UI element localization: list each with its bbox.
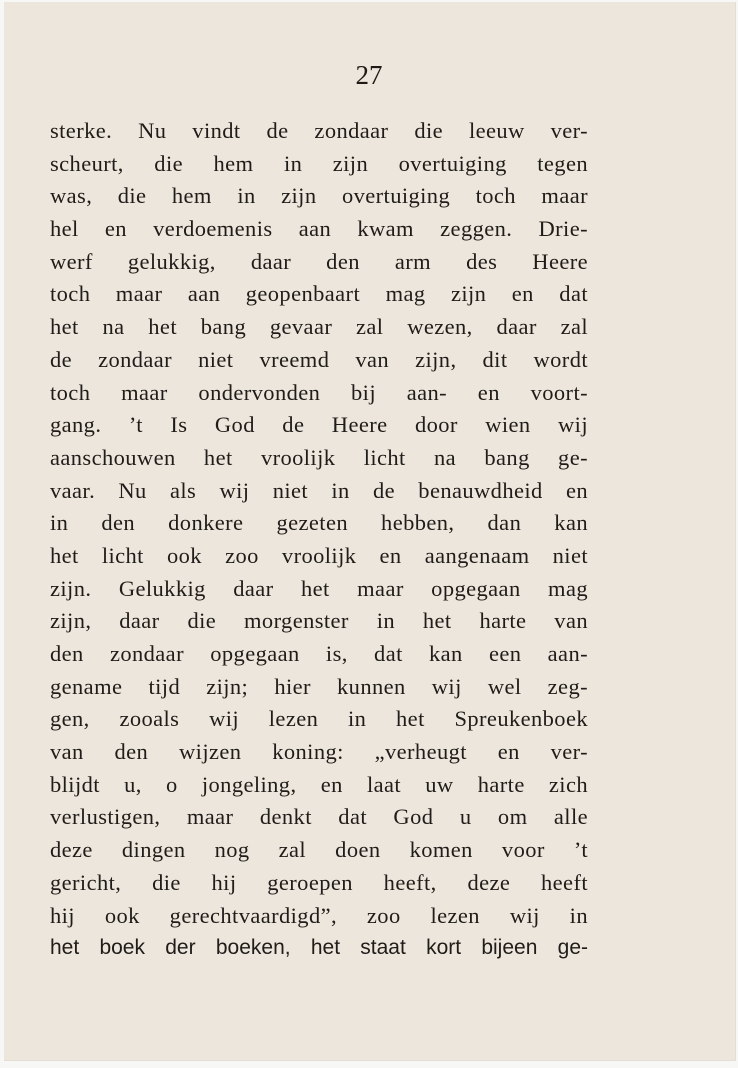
text-line: verlustigen, maar denkt dat God u om alle: [50, 804, 588, 830]
text-line: het licht ook zoo vroolijk en aangenaam niet: [50, 542, 588, 568]
text-line: gename tijd zijn; hier kunnen wij wel zeg-: [50, 673, 588, 699]
text-line: den zondaar opgegaan is, dat kan een aan-: [50, 641, 588, 666]
text-line: de zondaar niet vreemd van zijn, dit wordt: [50, 346, 588, 372]
text-line: was, die hem in zijn overtuiging toch maar: [50, 183, 588, 209]
text-line: sterke. Nu vindt de zondaar die leeuw ver-: [50, 118, 588, 143]
text-line: aanschouwen het vroolijk licht na bang ge-: [50, 444, 588, 470]
text-line: het na het bang gevaar zal wezen, daar zal: [50, 314, 588, 340]
text-line: gang. ’t Is God de Heere door wien wij: [50, 412, 588, 438]
text-line: hij ook gerechtvaardigd”, zoo lezen wij in: [50, 902, 588, 928]
text-line: blijdt u, o jongeling, en laat uw harte zich: [50, 771, 588, 797]
text-line: gericht, die hij geroepen heeft, deze heeft: [50, 869, 588, 895]
text-line: het boek der boeken, het staat kort bijeen ge-: [50, 936, 588, 960]
text-line: werf gelukkig, daar den arm des Heere: [50, 248, 588, 274]
page-number: 27: [355, 60, 383, 90]
text-line: gen, zooals wij lezen in het Spreukenboek: [50, 706, 588, 732]
text-line: scheurt, die hem in zijn overtuiging tegen: [50, 150, 588, 176]
text-line: hel en verdoemenis aan kwam zeggen. Drie-: [50, 216, 588, 242]
body-text: [50, 115, 588, 965]
text-line: vaar. Nu als wij niet in de benauwdheid en: [50, 477, 588, 503]
text-line: van den wijzen koning: „verheugt en ver-: [50, 739, 588, 765]
text-line: toch maar ondervonden bij aan- en voort-: [50, 379, 588, 405]
text-line: toch maar aan geopenbaart mag zijn en dat: [50, 281, 588, 307]
text-line: zijn. Gelukkig daar het maar opgegaan mag: [50, 575, 588, 601]
text-line: in den donkere gezeten hebben, dan kan: [50, 510, 588, 536]
text-line: zijn, daar die morgenster in het harte van: [50, 608, 588, 634]
text-line: deze dingen nog zal doen komen voor ’t: [50, 837, 588, 863]
